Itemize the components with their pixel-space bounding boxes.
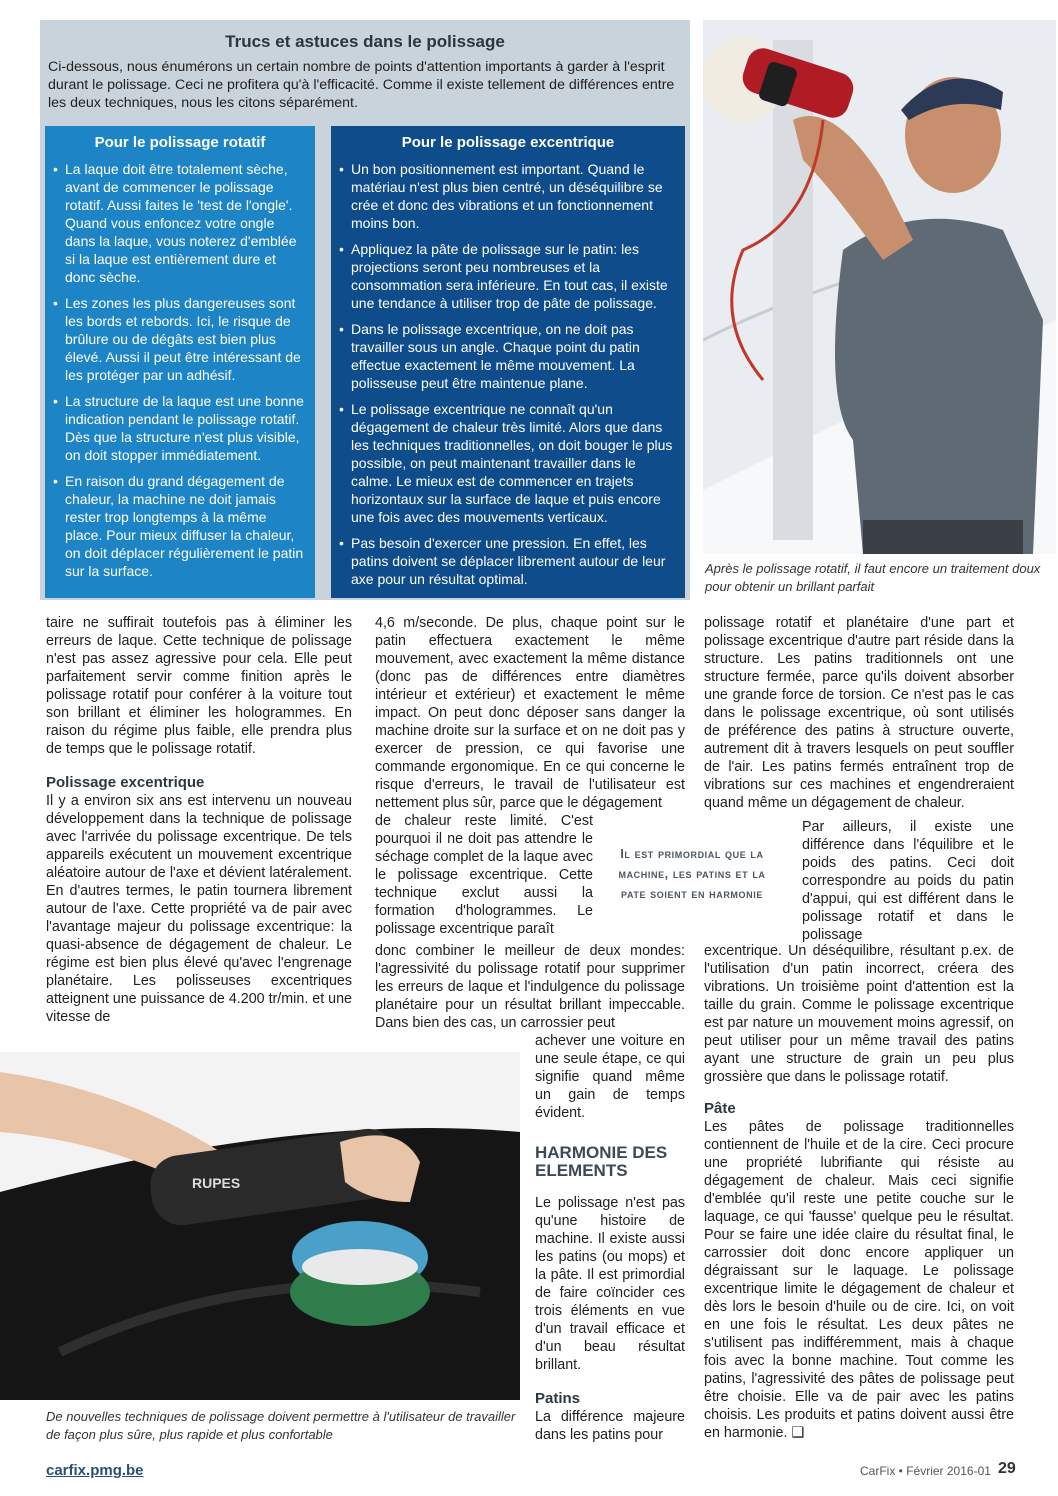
paragraph: excentrique. Un déséquilibre, résultant p.ex. de l'utilisation d'un patin incorrect, créera des vibrations. Un troisième point d'attention est la taille du grain. Comme le polissage excentrique est par nature un mouvement moins agressif, on peut utiliser pour un même travail des patins ayant une structure de grain un peu plus grossière que dans le polissage rotatif. (704, 943, 1014, 1085)
subheading-harmonie: HARMONIE DES ELEMENTS (535, 1143, 668, 1180)
paragraph: de chaleur reste limité. C'est pourquoi il ne doit pas attendre le séchage complet de la laque avec le polissage excentrique. Cette technique exclut aussi la formation d'hologrammes. Le polissage excentrique paraît (375, 813, 593, 937)
list-item: • Les zones les plus dangereuses sont les bords et rebords. Ici, le risque de brûlure ou de dégâts est bien plus élevé. Aussi il peut être intéressant de les protéger par un adhésif. (53, 294, 307, 384)
rotatif-box-title: Pour le polissage rotatif (94, 134, 266, 151)
column-2c (375, 942, 685, 1032)
paragraph: 4,6 m/seconde. De plus, chaque point sur le patin effectuera exactement le même mouvement, avec exactement la même distance (donc pas de différences entre diamètres intérieur et extérieur) et exactement le même impact. On peut donc déposer sans danger la machine droite sur la surface et on ne doit pas y exercer de pression, ce qui favorise une commande ergonomique. En ce qui concerne le risque d'erreurs, le travail de l'utilisateur est nettement plus sûr, parce que le dégagement (375, 615, 685, 811)
list-item: • Dans le polissage excentrique, on ne doit pas travailler sous un angle. Chaque point du patin effectue exactement le même mouvement. La polisseuse peut être maintenue plane. (339, 320, 677, 392)
paragraph: Il y a environ six ans est intervenu un nouveau développement dans la technique de polissage avec l'arrivée du polissage excentrique. De tels appareils exécutent un mouvement excentrique aléatoire autour de l'axe et dévient latéralement. En d'autres termes, le patin tournera librement autour de l'axe. Cette propriété va de pair avec l'avantage majeur du polissage excentrique: la quasi-absence de dégagement de chaleur. Le régime est bien plus élevé qu'avec l'engrenage planétaire. Les polisseuses excentriques atteignent une puissance de 4.200 tr/min. et une vitesse de (46, 793, 353, 1025)
photo-polisher-on-car (0, 1052, 520, 1400)
paragraph: Les pâtes de polissage traditionnelles contiennent de l'huile et de la cire. Ceci procure une propriété lubrifiante qui résiste au dégagement de chaleur. Mais ceci signifie d'emblée qu'il reste une petite couche sur le laquage, ce qui 'fausse' quelque peu le résultat. Pour se faire une idée claire du résultat final, le carrossier doit donc encore appliquer un dégraissant sur le laquage. Le polissage excentrique limite le dégagement de chaleur et dès lors le besoin d'huile ou de cire. Ici, on voit en une fois le résultat. Les deux pâtes ne s'utilisent pas indifféremment, mais à chaque fois avec la bonne machine. Tout comme les patins, l'agressivité des pâtes de polissage peut être choisie. Elle va de pair avec les patins choisis. Les produits et patins doivent aussi être en harmonie. ❑ (704, 1119, 1014, 1441)
paragraph: Le polissage n'est pas qu'une histoire de machine. Il existe aussi les patins (ou mops) et la pâte. Il est primordial de faire coïncider ces trois éléments en vue d'un travail efficace et d'un beau résultat brillant. (535, 1195, 685, 1373)
rotatif-box (45, 126, 315, 598)
column-1 (46, 614, 352, 1026)
photo-bottom-caption: De nouvelles techniques de polissage doivent permettre à l'utilisateur de travailler de façon plus sûre, plus rapide et plus confortable (46, 1409, 516, 1442)
tips-intro: Ci-dessous, nous énumérons un certain nombre de points d'attention importants à garder à l'esprit durant le polissage. Ceci ne profitera qu'à l'efficacité. Comme il existe tellement de différences entre les deux techniques, nous les citons séparément. (48, 59, 675, 111)
paragraph: donc combiner le meilleur de deux mondes: l'agressivité du polissage rotatif pour supprimer les erreurs de laque et l'indulgence du polissage planétaire pour un résultat brillant impeccable. Dans bien des cas, un carrossier peut (375, 943, 685, 1031)
paragraph: taire ne suffirait toutefois pas à éliminer les erreurs de laque. Cette technique de polissage n'est pas assez agressive pour cela. Elle peut parfaitement servir comme finition après le polissage rotatif pour conférer à la voiture tout son brillant et éliminer les hologrammes. En raison du régime plus faible, elle prendra plus de temps que le polissage rotatif. (46, 615, 352, 757)
paragraph: achever une voiture en une seule étape, ce qui signifie quand même un gain de temps évident. (535, 1033, 685, 1121)
list-item: • En raison du grand dégagement de chaleur, la machine ne doit jamais rester trop longtemps à la même place. Pour mieux diffuser la chaleur, on doit déplacer régulièrement le patin sur la surface. (53, 472, 307, 580)
column-2d (535, 1032, 685, 1122)
subheading-excentrique: Polissage excentrique (46, 774, 205, 791)
column-3b (802, 818, 1014, 944)
page-number: 29 (998, 1460, 1016, 1477)
tips-title: Trucs et astuces dans le polissage (225, 32, 505, 51)
footer-publication: CarFix • Février 2016-01 (860, 1464, 991, 1478)
photo-man-polishing (703, 20, 1056, 554)
harmonie-text (535, 1194, 685, 1444)
list-item: • La structure de la laque est une bonne indication pendant le polissage rotatif. Dès que la structure n'est plus visible, on doit stopper immédiatement. (53, 392, 307, 464)
column-2b (375, 812, 593, 938)
list-item: • Un bon positionnement est important. Quand le matériau n'est plus bien centré, un déséquilibre se crée et donc des vibrations et un fonctionnement moins bon. (339, 160, 677, 232)
footer-site-link[interactable]: carfix.pmg.be (46, 1462, 144, 1479)
paragraph: polissage rotatif et planétaire d'une part et polissage excentrique d'autre part réside dans la structure. Les patins traditionnels ont une structure fermée, parce qu'ils doivent absorber une grande force de torsion. Ce n'est pas le cas dans le polissage excentrique, où sont utilisés de préférence des patins à structure ouverte, autrement dit à travers lesquels on peut souffler de l'air. Les patins fermés entraînent trop de vibrations sur ces machines et engendreraient quand même un dégagement de chaleur. (704, 615, 1014, 811)
paragraph: Par ailleurs, il existe une différence dans l'équilibre et le poids des patins. Ceci doit correspondre au poids du patin d'appui, qui est différent dans le polissage rotatif et dans le polissage (802, 819, 1014, 943)
rotatif-list (53, 160, 307, 588)
column-3c (704, 942, 1014, 1442)
paragraph: La différence majeure dans les patins pour (535, 1409, 685, 1443)
excentrique-box-title: Pour le polissage excentrique (401, 134, 615, 151)
list-item: • La laque doit être totalement sèche, avant de commencer le polissage rotatif. Aussi faites le 'test de l'ongle'. Quand vous enfoncez votre ongle dans la laque, vous noterez d'emblée si la laque est entièrement dure et donc sèche. (53, 160, 307, 286)
photo-top-caption: Après le polissage rotatif, il faut encore un traitement doux pour obtenir un brillant parfait (705, 561, 1041, 594)
machine-brand-label: RUPES (192, 1175, 241, 1191)
subheading-patins: Patins (535, 1390, 581, 1407)
subheading-pate: Pâte (704, 1100, 736, 1117)
excentrique-box (331, 126, 685, 598)
list-item: • Appliquez la pâte de polissage sur le patin: les projections seront peu nombreuses et la consommation sera inférieure. En tout cas, il existe une tendance à utiliser trop de pâte de polissage. (339, 240, 677, 312)
pull-quote: Il est primordial que la machine, les patins et la pate soient en harmonie (618, 847, 766, 901)
column-2a (375, 614, 685, 812)
excentrique-list (339, 160, 677, 596)
list-item: • Le polissage excentrique ne connaît qu'un dégagement de chaleur très limité. Alors que dans les techniques traditionnelles, on doit bouger le plus possible, on peut maintenant travailler dans le calme. Le mieux est de commencer en trajets horizontaux sur la surface de laque et puis encore une fois avec des mouvements verticaux. (339, 400, 677, 526)
list-item: • Pas besoin d'exercer une pression. En effet, les patins doivent se déplacer librement autour de leur axe pour un résultat optimal. (339, 534, 677, 588)
column-3a (704, 614, 1014, 812)
